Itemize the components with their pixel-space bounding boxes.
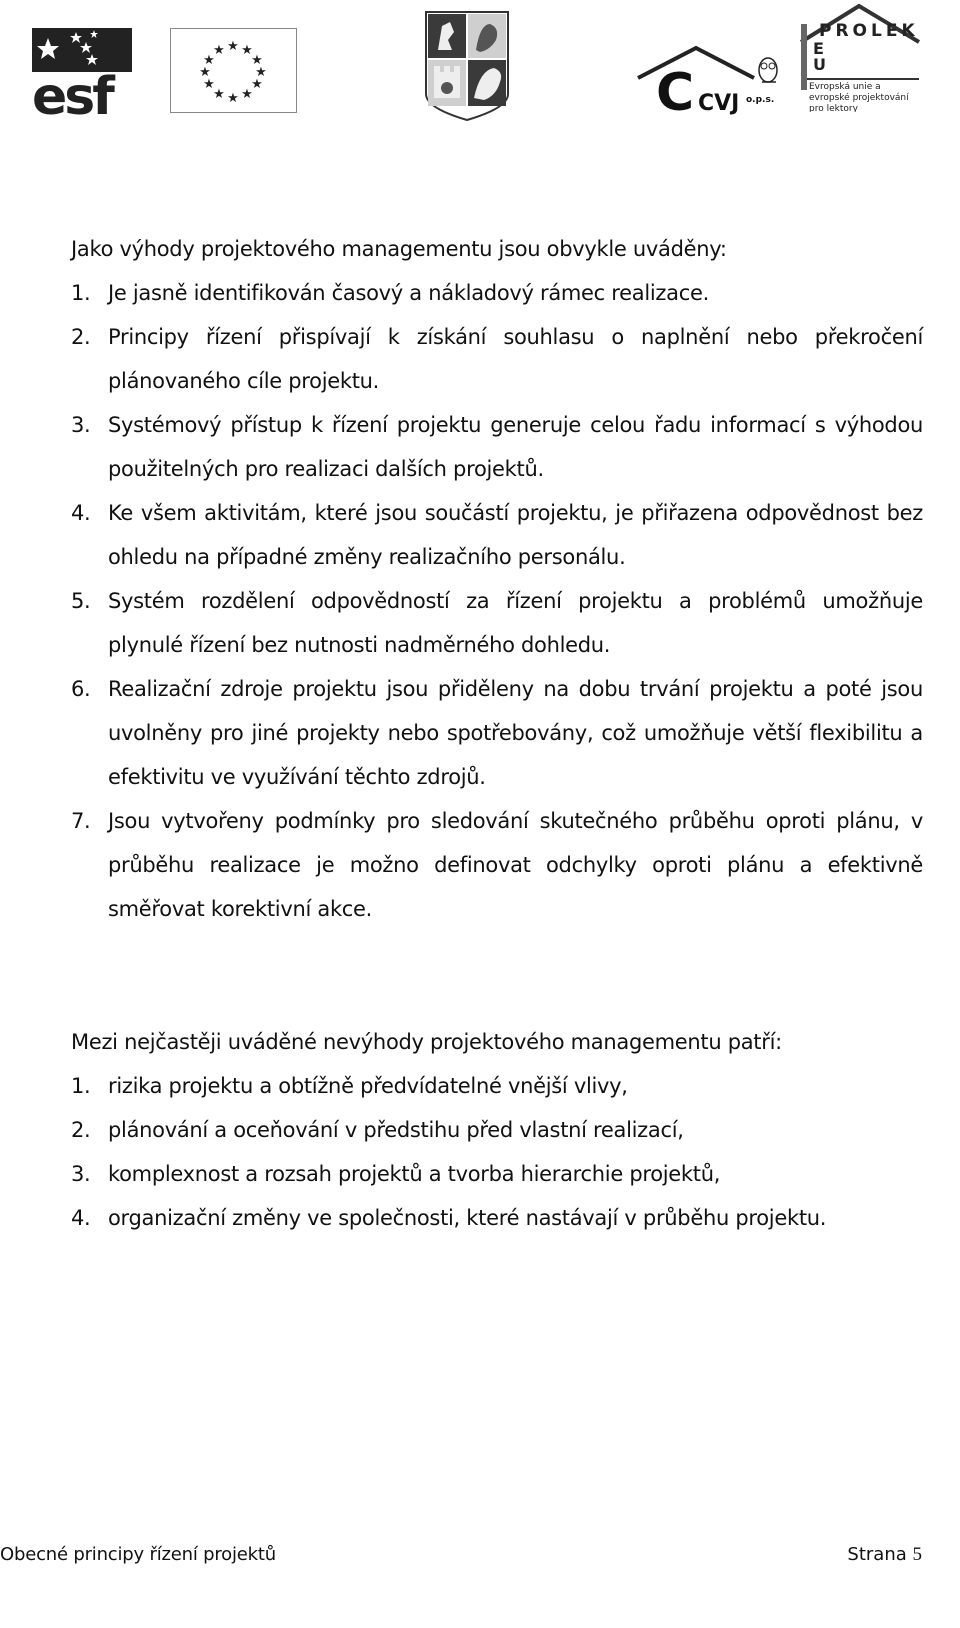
- footer-page-label: Strana: [847, 1544, 907, 1565]
- list-item: [71, 667, 923, 799]
- list-number: 6.: [71, 677, 91, 701]
- svg-text:U: U: [813, 55, 826, 74]
- owl-icon: [759, 58, 777, 82]
- eu-flag-logo: [170, 28, 297, 113]
- list-text: Systém rozdělení odpovědností za řízení projektu a problémů umožňuje plynulé řízení bez nutnosti nadměrného dohledu.: [108, 589, 923, 657]
- list-item: [71, 1196, 923, 1240]
- ccvj-logo: [636, 40, 796, 116]
- esf-logo-text: esf: [32, 67, 112, 116]
- list-number: 7.: [71, 809, 91, 833]
- disadvantages-section: [71, 1020, 923, 1240]
- svg-text:★: ★: [213, 43, 225, 58]
- list-item: [71, 579, 923, 667]
- list-item: [71, 1064, 923, 1108]
- prolek-logo-caption: Evropská unie a evropské projektování pro lektory: [809, 82, 909, 112]
- disadvantages-list: [71, 1064, 923, 1240]
- list-text: Jsou vytvořeny podmínky pro sledování skutečného průběhu oproti plánu, v průběhu realizace je možno definovat odchylky oproti plánu a efektivně směřovat korektivní akce.: [108, 809, 923, 921]
- list-item: [71, 1108, 923, 1152]
- list-number: 5.: [71, 589, 91, 613]
- list-text: rizika projektu a obtížně předvídatelné vnější vlivy,: [108, 1074, 628, 1098]
- list-text: Principy řízení přispívají k získání souhlasu o naplnění nebo překročení plánovaného cíle projektu.: [108, 325, 923, 393]
- svg-text:★: ★: [203, 53, 215, 68]
- list-item: [71, 315, 923, 403]
- list-number: 4.: [71, 1206, 91, 1230]
- list-text: organizační změny ve společnosti, které nastávají v průběhu projektu.: [108, 1206, 827, 1230]
- eu-prolek-logo: [797, 2, 922, 114]
- svg-text:★: ★: [227, 91, 239, 106]
- svg-text:★: ★: [199, 65, 211, 80]
- ccvj-logo-suffix: o.p.s.: [746, 95, 775, 105]
- list-item: [71, 403, 923, 491]
- list-number: 3.: [71, 1162, 91, 1186]
- list-text: komplexnost a rozsah projektů a tvorba hierarchie projektů,: [108, 1162, 721, 1186]
- list-number: 3.: [71, 413, 91, 437]
- list-item: [71, 1152, 923, 1196]
- svg-text:C: C: [656, 63, 695, 116]
- svg-text:★: ★: [213, 87, 225, 102]
- svg-text:★: ★: [255, 65, 267, 80]
- svg-text:★: ★: [241, 87, 253, 102]
- svg-text:★: ★: [241, 43, 253, 58]
- advantages-list: [71, 271, 923, 931]
- list-text: Realizační zdroje projektu jsou přiděleny na dobu trvání projektu a poté jsou uvolněny pro jiné projekty nebo spotřebovány, což umožňuje větší flexibilitu a efektivitu ve využívání těchto zdrojů.: [108, 677, 923, 789]
- list-text: Ke všem aktivitám, které jsou součástí projektu, je přiřazena odpovědnost bez ohledu na případné změny realizačního personálu.: [108, 501, 923, 569]
- esf-logo: [32, 28, 132, 116]
- list-number: 1.: [71, 281, 91, 305]
- footer-page-number: 5: [912, 1544, 922, 1565]
- svg-text:★: ★: [203, 77, 215, 92]
- list-number: 2.: [71, 1118, 91, 1142]
- disadvantages-intro: Mezi nejčastěji uváděné nevýhody projektového managementu patří:: [71, 1030, 782, 1054]
- list-number: 4.: [71, 501, 91, 525]
- footer-title: Obecné principy řízení projektů: [0, 1544, 276, 1565]
- list-item: [71, 799, 923, 931]
- list-number: 1.: [71, 1074, 91, 1098]
- svg-text:★: ★: [251, 53, 263, 68]
- svg-text:★: ★: [251, 77, 263, 92]
- svg-text:★: ★: [227, 39, 239, 54]
- list-text: Systémový přístup k řízení projektu generuje celou řadu informací s výhodou použitelných pro realizaci dalších projektů.: [108, 413, 923, 481]
- svg-text:E: E: [813, 39, 824, 58]
- list-item: [71, 271, 923, 315]
- ccvj-logo-text: CVJ: [698, 91, 740, 116]
- advantages-section: [71, 227, 923, 931]
- list-text: plánování a oceňování v předstihu před vlastní realizací,: [108, 1118, 684, 1142]
- prolek-logo-text: PROLEK: [819, 21, 919, 41]
- advantages-intro: Jako výhody projektového managementu jsou obvykle uváděny:: [71, 237, 727, 261]
- list-number: 2.: [71, 325, 91, 349]
- footer-page: [847, 1540, 922, 1570]
- list-item: [71, 491, 923, 579]
- list-text: Je jasně identifikován časový a nákladový rámec realizace.: [108, 281, 709, 305]
- region-coat-of-arms-logo: [424, 10, 510, 122]
